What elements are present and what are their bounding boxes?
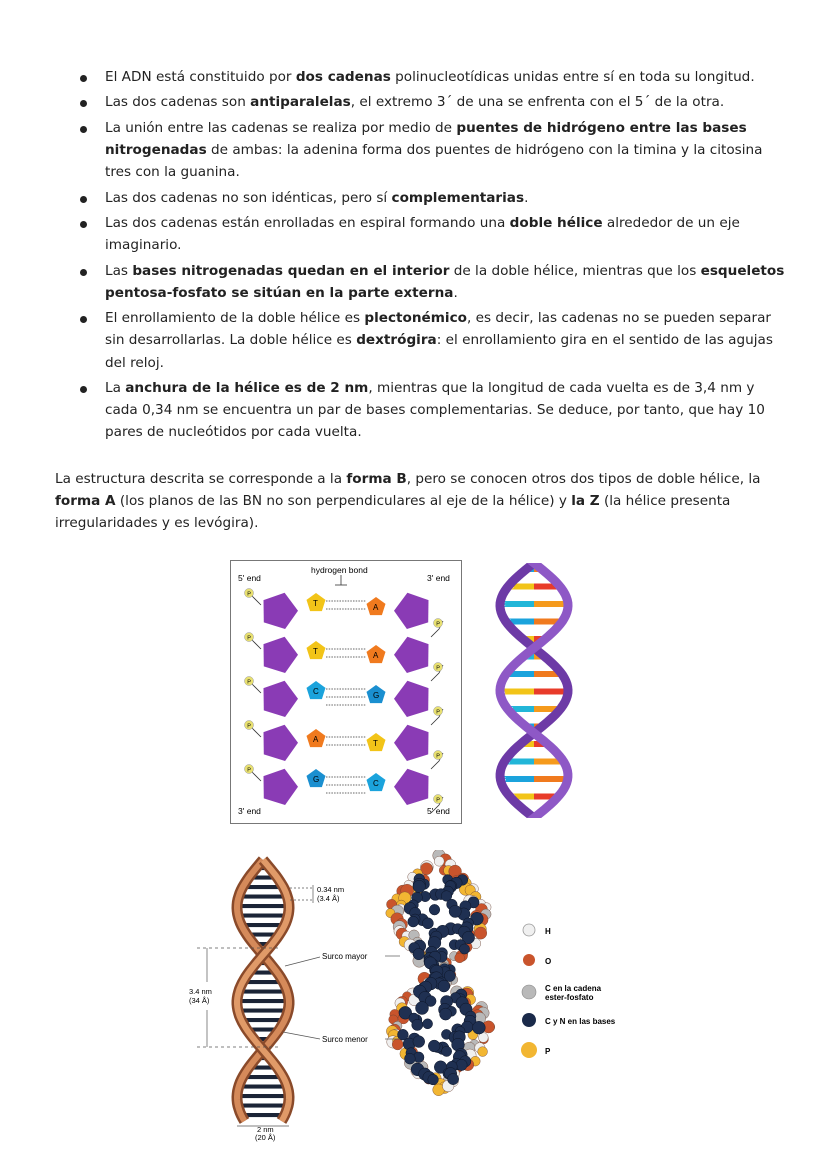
phosphate-label: P — [247, 635, 251, 642]
spacing-a-label: (3.4 Å) — [317, 894, 340, 903]
base-atom — [449, 905, 461, 917]
base-letter: G — [510, 584, 514, 591]
backbone-atom — [455, 953, 465, 963]
base-pair-gap — [250, 1070, 276, 1072]
base-pair-gap — [238, 918, 289, 920]
base-letter: A — [313, 735, 319, 744]
base-atom — [456, 1059, 467, 1070]
base-letter: C — [373, 779, 379, 788]
bullet-item: La anchura de la hélice es de 2 nm, mientras que la longitud de cada vuelta es de 3,4 nm y cada 0,34 nm se encuentra un par de bases complementarias. Se deduce, por tanto, que hay 10 pares de nucleótidos por cada vuelta. — [55, 377, 785, 444]
sugar-left — [264, 725, 299, 761]
base-atom — [413, 880, 425, 892]
forms-paragraph: La estructura descrita se corresponde a la forma B, pero se conocen otros dos tipos de doble hélice, la forma A (los planos de las BN no son perpendiculares al eje de la hélice) y la Z (la hélice presenta irregularidades y es levógira). — [55, 471, 761, 532]
sugar-right — [394, 681, 429, 717]
bullet-item: El ADN está constituido por dos cadenas polinucleotídicas unidas entre sí en toda su longitud. — [55, 66, 785, 88]
base-atom — [413, 1036, 425, 1048]
legend-cn-bases-swatch — [522, 1013, 536, 1027]
base-pair-gap — [238, 1108, 289, 1110]
base-letter: C — [528, 567, 533, 573]
base-letter: A — [524, 637, 529, 643]
base-atom — [412, 1019, 423, 1030]
base-pair-gap — [238, 1013, 289, 1015]
bullet-item: La unión entre las cadenas se realiza por medio de puentes de hidrógeno entre las bases nitrogenadas de ambas: la adenina forma dos puentes de hidrógeno con la timina y la citosina tres con la guanina. — [55, 117, 785, 184]
base-rung-right — [534, 601, 568, 607]
sugar-right — [394, 637, 429, 673]
base-letter: G — [313, 775, 320, 784]
base-letter: T — [508, 672, 512, 678]
legend-c-chain-label: C en la cadena — [545, 984, 602, 993]
three-end-top-label: 3' end — [427, 573, 450, 583]
base-letter: T — [373, 739, 378, 748]
base-pair-bar — [239, 1085, 286, 1089]
sugar-left — [264, 681, 299, 717]
legend-c-chain-label2: ester-fosfato — [545, 993, 594, 1002]
base-letter: T — [313, 599, 318, 608]
base-atom — [405, 1053, 416, 1064]
base-pair-bar — [237, 904, 289, 908]
base-atom — [442, 1046, 452, 1056]
base-letter: T — [522, 742, 526, 748]
turn-a-label: (34 Å) — [189, 996, 210, 1005]
base-letter: A — [373, 603, 379, 612]
backbone-atom — [392, 1039, 403, 1050]
base-atom — [422, 918, 433, 929]
minor-groove-label: Surco menor — [322, 1035, 368, 1044]
base-letter: A — [373, 651, 379, 660]
base-atom — [473, 1021, 486, 1034]
colored-helix-svg — [488, 563, 580, 818]
base-pair-bar — [239, 895, 286, 899]
base-rung-right — [534, 689, 568, 695]
major-groove-label: Surco mayor — [322, 952, 368, 961]
base-pair-bar — [238, 1104, 289, 1108]
phosphate-label: P — [247, 679, 251, 686]
legend-p-swatch — [521, 1042, 537, 1058]
base-pair-gap — [239, 1089, 286, 1091]
base-pair-gap — [239, 899, 286, 901]
backbone-atom — [475, 927, 487, 939]
sugar-right — [394, 769, 429, 805]
phosphate-label: P — [247, 767, 251, 774]
bullet-list — [55, 66, 785, 447]
phosphate-label: P — [247, 591, 251, 598]
backbone-atom — [434, 856, 444, 866]
backbone-atom — [478, 1047, 488, 1057]
sugar-right — [394, 725, 429, 761]
base-letter: T — [313, 647, 318, 656]
colored-double-helix — [488, 563, 580, 818]
base-pairing-diagram — [230, 560, 462, 824]
base-letter: C — [509, 707, 514, 713]
helix-dimensions-figure — [185, 850, 645, 1150]
legend-h-label: H — [545, 927, 551, 936]
base-pair-gap — [237, 1098, 289, 1100]
hydrogen-bond-label: hydrogen bond — [311, 565, 368, 575]
base-pair-gap — [239, 994, 286, 996]
base-pair-gap — [244, 984, 282, 986]
three-end-bottom-label: 3' end — [238, 806, 261, 816]
base-letter: C — [502, 602, 506, 608]
base-letter: G — [502, 777, 507, 783]
sugar-left — [264, 769, 299, 805]
legend-cn-bases-label: C y N en las bases — [545, 1017, 616, 1026]
helix-dimensions-svg — [185, 850, 645, 1150]
bullet-item: Las dos cadenas son antiparalelas, el extremo 3´ de una se enfrenta con el 5´ de la otra. — [55, 91, 785, 113]
legend-o-swatch — [523, 954, 535, 966]
phosphate-label: P — [436, 665, 440, 672]
legend-o-label: O — [545, 957, 552, 966]
base-atom — [438, 980, 450, 992]
base-atom — [423, 1019, 433, 1029]
five-end-bottom-label: 5' end — [427, 806, 450, 816]
base-atom — [440, 1008, 452, 1020]
base-pair-gap — [244, 1079, 282, 1081]
sugar-right — [394, 593, 429, 629]
base-atom — [428, 1074, 439, 1085]
base-atom — [448, 1074, 459, 1085]
base-atom — [429, 904, 440, 915]
base-pair-gap — [237, 908, 289, 910]
base-letter: C — [313, 687, 319, 696]
base-atom — [413, 948, 424, 959]
width-a-label: (20 Å) — [255, 1133, 276, 1142]
base-pair-bar — [237, 1094, 289, 1098]
legend-c-chain-swatch — [522, 985, 536, 999]
base-atom — [428, 1040, 440, 1052]
sugar-left — [264, 593, 299, 629]
phosphate-label: P — [436, 753, 440, 760]
base-pair-bar — [239, 990, 286, 994]
legend-h-swatch — [523, 924, 535, 936]
base-atom — [459, 944, 469, 954]
base-letter: G — [373, 691, 380, 700]
phosphate-label: P — [436, 797, 440, 804]
base-pair-gap — [250, 975, 276, 977]
base-letter: G — [527, 724, 532, 731]
base-letter: A — [502, 689, 506, 696]
legend-p-label: P — [545, 1047, 551, 1056]
phosphate-label: P — [247, 723, 251, 730]
bullet-item: Las dos cadenas están enrolladas en espiral formando una doble hélice alrededor de un eje imaginario. — [55, 212, 785, 256]
five-end-top-label: 5' end — [238, 573, 261, 583]
base-letter: G — [525, 654, 530, 661]
base-pair-gap — [244, 889, 282, 891]
base-letter: T — [507, 619, 511, 626]
bullet-item: El enrollamiento de la doble hélice es plectonémico, es decir, las cadenas no se pueden separar sin desarrollarlas. La doble hélice es dextrógira: el enrollamiento gira en el sentido de las agujas del reloj. — [55, 307, 785, 374]
base-letter: A — [506, 759, 510, 766]
base-pair-bar — [238, 914, 289, 918]
base-pair-gap — [250, 880, 276, 882]
base-atom — [408, 916, 419, 927]
phosphate-label: P — [436, 709, 440, 716]
turn-nm-label: 3.4 nm — [189, 987, 212, 996]
spacing-nm-label: 0.34 nm — [317, 885, 345, 894]
phosphate-label: P — [436, 621, 440, 628]
base-pair-bar — [238, 1009, 289, 1013]
bullet-item: Las bases nitrogenadas quedan en el interior de la doble hélice, mientras que los esqueletos pentosa-fosfato se sitúan en la parte externa. — [55, 260, 785, 304]
base-atom — [416, 1002, 429, 1015]
atom-legend — [521, 924, 616, 1058]
sugar-left — [264, 637, 299, 673]
bullet-item: Las dos cadenas no son idénticas, pero sí complementarias. — [55, 187, 785, 209]
base-pairing-svg — [231, 561, 461, 823]
base-pair-bar — [237, 999, 289, 1003]
base-pair-gap — [237, 1003, 289, 1005]
width-nm-label: 2 nm — [257, 1125, 274, 1134]
base-letter: C — [511, 794, 516, 801]
